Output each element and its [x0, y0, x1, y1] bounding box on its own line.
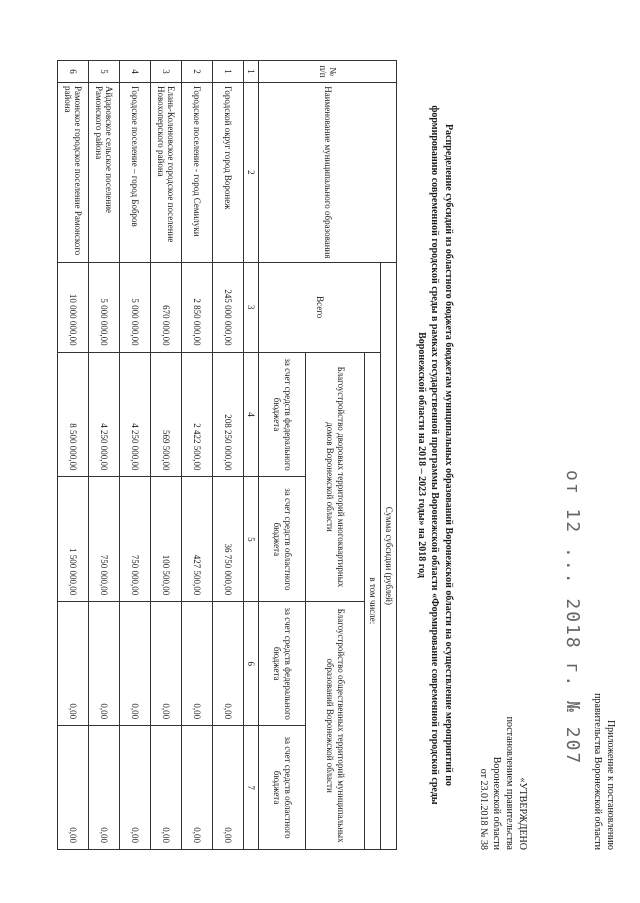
public-regional: 0,00 [181, 726, 212, 850]
public-regional: 0,00 [88, 726, 119, 850]
header-name: Наименование муниципального образования [259, 82, 397, 262]
header-federal-public: за счет средств федерального бюджета [259, 602, 306, 726]
table-row [88, 61, 119, 850]
yards-regional: 100 500,00 [150, 477, 181, 602]
handwritten-date: от 12 ... 2018 г. № 207 [562, 470, 583, 766]
title-line-1: Распределение субсидий из областного бюджета бюджетам муниципальных образований Воронежской области на осуществление мероприятий по [443, 123, 454, 787]
public-federal: 0,00 [119, 602, 150, 726]
appendix-note [591, 600, 617, 850]
yards-regional: 427 500,00 [181, 477, 212, 602]
approved-line-4: от 23.01.2018 № 38 [478, 768, 489, 850]
public-regional: 0,00 [57, 726, 88, 850]
row-number: 5 [88, 61, 119, 83]
col-number: 2 [243, 82, 259, 262]
yards-federal: 569 500,00 [150, 352, 181, 477]
rotated-document [37, 30, 617, 870]
public-regional: 0,00 [212, 726, 243, 850]
yards-federal: 2 422 500,00 [181, 352, 212, 477]
row-number: 3 [150, 61, 181, 83]
table-row [181, 61, 212, 850]
column-number-row [243, 61, 259, 850]
header-yards: Благоустройство дворовых территорий многоквартирных домов Воронежской области [306, 352, 365, 602]
table-row [212, 61, 243, 850]
header-federal-yards: за счет средств федерального бюджета [259, 352, 306, 477]
municipality-name: Елань-Коленовское городское поселение Новохоперского района [150, 82, 181, 262]
header-num: № п/п [259, 61, 397, 83]
col-number: 3 [243, 262, 259, 352]
municipality-name: Городское поселение – город Бобров [119, 82, 150, 262]
yards-federal: 208 250 000,00 [212, 352, 243, 477]
row-number: 4 [119, 61, 150, 83]
approved-line-3: Воронежской области [491, 756, 502, 850]
public-federal: 0,00 [181, 602, 212, 726]
subsidy-table [57, 60, 397, 850]
approved-label: «УТВЕРЖДЕНО [517, 777, 528, 850]
row-number: 2 [181, 61, 212, 83]
yards-regional: 750 000,00 [119, 477, 150, 602]
public-regional: 0,00 [150, 726, 181, 850]
total-amount: 670 000,00 [150, 262, 181, 352]
approval-stamp [477, 680, 529, 850]
yards-federal: 8 500 000,00 [57, 352, 88, 477]
yards-regional: 1 500 000,00 [57, 477, 88, 602]
table-row [150, 61, 181, 850]
table-row [57, 61, 88, 850]
total-amount: 245 000 000,00 [212, 262, 243, 352]
col-number: 6 [243, 602, 259, 726]
title-line-3: Воронежской области на 2018 – 2023 годы» на 2018 год [416, 332, 427, 578]
row-number: 1 [212, 61, 243, 83]
total-amount: 2 850 000,00 [181, 262, 212, 352]
header-including: в том числе: [365, 352, 381, 849]
col-number: 1 [243, 61, 259, 83]
approved-line-2: постановлением правительства [504, 716, 515, 850]
col-number: 7 [243, 726, 259, 850]
header-regional-yards: за счет средств областного бюджета [259, 477, 306, 602]
yards-federal: 4 250 000,00 [88, 352, 119, 477]
col-number: 4 [243, 352, 259, 477]
header-regional-public: за счет средств областного бюджета [259, 726, 306, 850]
public-federal: 0,00 [212, 602, 243, 726]
header-public: Благоустройство общественных территорий муниципальных образований Воронежской области [306, 602, 365, 850]
total-amount: 5 000 000,00 [119, 262, 150, 352]
document-title [415, 60, 456, 850]
municipality-name: Городской округ город Воронеж [212, 82, 243, 262]
appendix-line-2: правительства Воронежской области [592, 693, 603, 850]
row-number: 6 [57, 61, 88, 83]
col-number: 5 [243, 477, 259, 602]
yards-regional: 750 000,00 [88, 477, 119, 602]
table-row [119, 61, 150, 850]
yards-federal: 4 250 000,00 [119, 352, 150, 477]
total-amount: 5 000 000,00 [88, 262, 119, 352]
title-line-2: формированию современной городской среды в рамках государственной программы Воронежской области «Формирование современной городской среды [429, 105, 441, 805]
public-regional: 0,00 [119, 726, 150, 850]
yards-regional: 36 750 000,00 [212, 477, 243, 602]
total-amount: 10 000 000,00 [57, 262, 88, 352]
public-federal: 0,00 [150, 602, 181, 726]
header-total: Всего [259, 262, 381, 352]
public-federal: 0,00 [88, 602, 119, 726]
municipality-name: Городское поселение - город Семилуки [181, 82, 212, 262]
municipality-name: Айдаровское сельское поселение Рамонского района [88, 82, 119, 262]
appendix-line-1: Приложение к постановлению [605, 719, 616, 850]
municipality-name: Рамонское городское поселение Рамонского района [57, 82, 88, 262]
header-sum: Сумма субсидии (рублей) [381, 262, 397, 849]
public-federal: 0,00 [57, 602, 88, 726]
